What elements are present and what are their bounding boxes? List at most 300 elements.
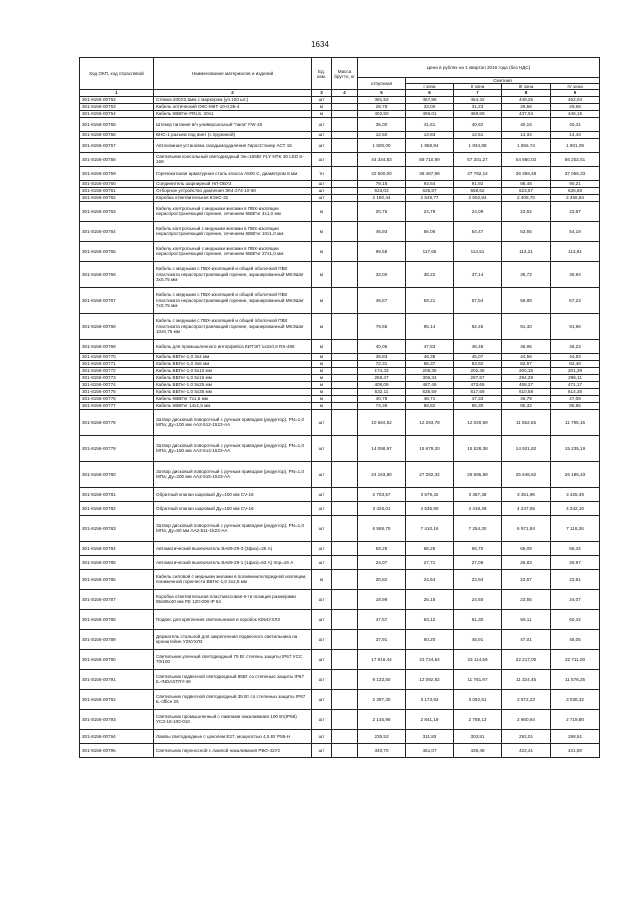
row-zone-2-price: 24,50 bbox=[454, 589, 502, 609]
row-release-price: 174,43 bbox=[358, 367, 406, 374]
row-mass bbox=[332, 609, 358, 629]
row-mass bbox=[332, 589, 358, 609]
row-zone-2-price: 2 502,84 bbox=[454, 194, 502, 201]
row-name: Светильник консольный светодиодный Эн=165Вт FLY NTK 30 LED 8-168 bbox=[154, 152, 312, 166]
row-unit: шт bbox=[312, 487, 332, 501]
row-release-price: 98,56 bbox=[358, 241, 406, 261]
row-zone-4-price: 11 576,25 bbox=[551, 669, 600, 689]
row-zone-3-price: 3 351,96 bbox=[502, 487, 551, 501]
row-name: Кабель ВВГнг-1,0 5х25 мм bbox=[154, 381, 312, 388]
row-mass bbox=[332, 166, 358, 180]
row-unit: м bbox=[312, 313, 332, 339]
row-code: 301-8156-00769 bbox=[80, 339, 154, 353]
row-unit: шт bbox=[312, 152, 332, 166]
row-zone-1-price: 93,64 bbox=[406, 180, 454, 187]
col-index-6: 6 bbox=[406, 90, 454, 96]
table-row bbox=[80, 194, 600, 201]
row-code: 301-8156-00779 bbox=[80, 435, 154, 461]
row-mass bbox=[332, 103, 358, 110]
row-mass bbox=[332, 515, 358, 541]
row-zone-1-price: 487,45 bbox=[406, 381, 454, 388]
row-release-price: 79,15 bbox=[358, 180, 406, 187]
row-mass bbox=[332, 187, 358, 194]
row-zone-2-price: 40,62 bbox=[454, 117, 502, 131]
row-unit: шт bbox=[312, 589, 332, 609]
row-release-price: 256,47 bbox=[358, 374, 406, 381]
row-release-price: 37,91 bbox=[358, 629, 406, 649]
row-zone-1-price: 3 173,93 bbox=[406, 689, 454, 709]
table-row bbox=[80, 339, 600, 353]
row-zone-1-price: 4 535,90 bbox=[406, 501, 454, 515]
row-name: Автоматический выключатель ВА69-29-3 (3фаз)=25 А) bbox=[154, 541, 312, 555]
row-name: Кабель оптический ОКС-М6Т-10-0,35-4 bbox=[154, 103, 312, 110]
table-row bbox=[80, 409, 600, 435]
row-zone-1-price: 50,20 bbox=[406, 629, 454, 649]
col-index-7: 7 bbox=[454, 90, 502, 96]
row-zone-2-price: 83,92 bbox=[454, 360, 502, 367]
row-mass bbox=[332, 313, 358, 339]
table-row bbox=[80, 743, 600, 757]
row-mass bbox=[332, 117, 358, 131]
table-row bbox=[80, 501, 600, 515]
row-unit: м bbox=[312, 402, 332, 409]
header-price-title: Цена в рублях на 1 квартал 2016 года (без НДС) bbox=[358, 58, 600, 78]
row-zone-2-price: 558,62 bbox=[454, 187, 502, 194]
row-mass bbox=[332, 629, 358, 649]
table-row bbox=[80, 689, 600, 709]
row-name: Светильник уличный светодиодный 75 Вт степень защиты IP67 УСС 70/100 bbox=[154, 649, 312, 669]
row-zone-4-price: 36,94 bbox=[551, 261, 600, 287]
table-row bbox=[80, 649, 600, 669]
row-zone-1-price: 635,87 bbox=[406, 187, 454, 194]
row-zone-1-price: 47,83 bbox=[406, 339, 454, 353]
row-release-price: 35,00 bbox=[358, 117, 406, 131]
row-zone-2-price: 57 201,27 bbox=[454, 152, 502, 166]
row-unit: м bbox=[312, 110, 332, 117]
row-unit: шт bbox=[312, 461, 332, 487]
row-mass bbox=[332, 261, 358, 287]
row-zone-3-price: 59,11 bbox=[502, 609, 551, 629]
table-row bbox=[80, 110, 600, 117]
row-unit: тн bbox=[312, 166, 332, 180]
row-unit: м bbox=[312, 241, 332, 261]
table-row bbox=[80, 360, 600, 367]
row-zone-4-price: 29,68 bbox=[551, 103, 600, 110]
row-mass bbox=[332, 541, 358, 555]
row-mass bbox=[332, 649, 358, 669]
row-code: 301-8156-00768 bbox=[80, 313, 154, 339]
row-unit: шт bbox=[312, 709, 332, 729]
row-name: Кабель с медными с ПВХ-изоляцией и общей оболочкой ПВХ пластиката нераспространяющий горение, экранированный МКЭШнг 10х0,75 мм bbox=[154, 313, 312, 339]
row-name: Кабель контрольный с медными жилами в ПВХ-изоляции нераспространяющий горение, сечением КВВГнг 4х1,0 мм bbox=[154, 201, 312, 221]
row-zone-4-price: 54,18 bbox=[551, 221, 600, 241]
row-zone-1-price: 24,79 bbox=[406, 201, 454, 221]
row-zone-3-price: 4 247,65 bbox=[502, 501, 551, 515]
row-zone-2-price: 23,94 bbox=[454, 569, 502, 589]
row-release-price: 74,36 bbox=[358, 402, 406, 409]
row-release-price: 2 145,96 bbox=[358, 709, 406, 729]
row-name: Светильник переносной с лампой накаливания РВО-42У2 bbox=[154, 743, 312, 757]
row-zone-2-price: 54,47 bbox=[454, 221, 502, 241]
row-release-price: 20,76 bbox=[358, 201, 406, 221]
row-zone-1-price: 635,59 bbox=[406, 388, 454, 395]
row-zone-2-price: 14,51 bbox=[454, 131, 502, 138]
row-name: Кабель ВВГнг-1,0 5х10 мм bbox=[154, 367, 312, 374]
row-code: 301-8156-00794 bbox=[80, 729, 154, 743]
row-unit: шт bbox=[312, 131, 332, 138]
row-zone-3-price: 23,55 bbox=[502, 589, 551, 609]
row-zone-3-price: 468,27 bbox=[502, 381, 551, 388]
row-zone-4-price: 48,05 bbox=[551, 629, 600, 649]
row-zone-4-price: 26 185,43 bbox=[551, 461, 600, 487]
row-release-price: 26,78 bbox=[358, 103, 406, 110]
row-zone-4-price: 83,48 bbox=[551, 360, 600, 367]
table-row bbox=[80, 353, 600, 360]
row-zone-3-price: 53,65 bbox=[502, 221, 551, 241]
table-row bbox=[80, 515, 600, 541]
row-zone-2-price: 37 782,14 bbox=[454, 166, 502, 180]
row-zone-4-price: 47,08 bbox=[551, 395, 600, 402]
row-zone-3-price: 26,83 bbox=[502, 555, 551, 569]
col-index-3: 3 bbox=[312, 90, 332, 96]
row-zone-4-price: 113,91 bbox=[551, 241, 600, 261]
row-zone-4-price: 636,66 bbox=[551, 187, 600, 194]
row-mass bbox=[332, 221, 358, 241]
row-zone-2-price: 1 934,88 bbox=[454, 138, 502, 152]
row-unit: шт bbox=[312, 138, 332, 152]
col-index-8: 8 bbox=[502, 90, 551, 96]
header-zone-1: I зона bbox=[406, 84, 454, 90]
row-zone-1-price: 27,71 bbox=[406, 555, 454, 569]
row-release-price: 24 163,80 bbox=[358, 461, 406, 487]
row-mass bbox=[332, 374, 358, 381]
row-unit: м bbox=[312, 353, 332, 360]
row-code: 301-8156-00783 bbox=[80, 515, 154, 541]
row-mass bbox=[332, 569, 358, 589]
row-code: 301-8156-00763 bbox=[80, 201, 154, 221]
row-release-price: 49,57 bbox=[358, 287, 406, 313]
table-row bbox=[80, 609, 600, 629]
row-unit: м bbox=[312, 103, 332, 110]
row-name: Кабель ВВГнг-1,0 3х6 мм bbox=[154, 360, 312, 367]
table-row bbox=[80, 374, 600, 381]
row-zone-4-price: 614,36 bbox=[551, 388, 600, 395]
header-name: Наименование материалов и изделий bbox=[154, 58, 312, 90]
row-name: Лампы светодиодные с цоколем Е27, мощностью 4,5 Вт Р55-Н bbox=[154, 729, 312, 743]
row-mass bbox=[332, 743, 358, 757]
row-code: 301-8156-00776 bbox=[80, 395, 154, 402]
row-zone-1-price: 38,22 bbox=[406, 261, 454, 287]
row-code: 301-8156-00771 bbox=[80, 360, 154, 367]
row-name: Кабель с медными с ПВХ-изоляцией и общей оболочкой ПВХ пластиката нераспространяющий горение, экранированный МКЭШнг 7х0,75 мм bbox=[154, 287, 312, 313]
row-zone-1-price: 56,06 bbox=[406, 221, 454, 241]
row-unit: м bbox=[312, 395, 332, 402]
row-zone-4-price: 1 901,09 bbox=[551, 138, 600, 152]
table-row bbox=[80, 152, 600, 166]
row-unit: шт bbox=[312, 729, 332, 743]
row-release-price: 2 190,44 bbox=[358, 194, 406, 201]
row-zone-2-price: 11 781,97 bbox=[454, 669, 502, 689]
table-row bbox=[80, 729, 600, 743]
row-release-price: 1 500,00 bbox=[358, 138, 406, 152]
row-zone-3-price: 23,62 bbox=[502, 201, 551, 221]
row-name: Кабель контрольный с медными жилами в ПВХ-изоляции нераспространяющий горение, сечением КВВГнг 10х1,0 мм bbox=[154, 221, 312, 241]
price-table bbox=[79, 57, 600, 758]
row-zone-2-price: 4 419,28 bbox=[454, 501, 502, 515]
row-zone-1-price: 24,64 bbox=[406, 569, 454, 589]
row-unit: шт bbox=[312, 629, 332, 649]
row-zone-1-price: 27 282,32 bbox=[406, 461, 454, 487]
row-release-price: 72,31 bbox=[358, 360, 406, 367]
row-name: Отборное устройство давления ЭК4-274-10-90 bbox=[154, 187, 312, 194]
row-mass bbox=[332, 152, 358, 166]
row-release-price: 47,57 bbox=[358, 609, 406, 629]
table-row bbox=[80, 395, 600, 402]
row-zone-1-price: 7 410,16 bbox=[406, 515, 454, 541]
row-unit: м bbox=[312, 374, 332, 381]
row-zone-1-price: 2 549,77 bbox=[406, 194, 454, 201]
row-zone-4-price: 22 711,00 bbox=[551, 649, 600, 669]
row-code: 301-8156-00762 bbox=[80, 194, 154, 201]
row-code: 301-8156-00780 bbox=[80, 461, 154, 487]
row-zone-1-price: 88,82 bbox=[406, 402, 454, 409]
row-unit: шт bbox=[312, 180, 332, 187]
row-zone-4-price: 57,23 bbox=[551, 287, 600, 313]
row-name: Штекер питания в/ч универсальный "папа" FW-18 bbox=[154, 117, 312, 131]
header-zone-2: II зона bbox=[454, 84, 502, 90]
table-row bbox=[80, 166, 600, 180]
row-mass bbox=[332, 194, 358, 201]
row-code: 301-8156-00760 bbox=[80, 180, 154, 187]
row-release-price: 2 703,57 bbox=[358, 487, 406, 501]
row-zone-1-price: 208,35 bbox=[406, 367, 454, 374]
row-zone-2-price: 12 020,59 bbox=[454, 409, 502, 435]
row-zone-2-price: 3 487,38 bbox=[454, 487, 502, 501]
row-zone-1-price: 451,07 bbox=[406, 743, 454, 757]
row-zone-3-price: 85,32 bbox=[502, 402, 551, 409]
row-unit: м bbox=[312, 360, 332, 367]
row-zone-2-price: 114,51 bbox=[454, 241, 502, 261]
row-name: Горячекатаная арматурная сталь класса А500 С, диаметром 8 мм bbox=[154, 166, 312, 180]
row-zone-3-price: 2 972,23 bbox=[502, 689, 551, 709]
row-release-price: 9 133,50 bbox=[358, 669, 406, 689]
row-code: 301-8156-00752 bbox=[80, 96, 154, 103]
row-mass bbox=[332, 487, 358, 501]
row-zone-3-price: 29,56 bbox=[502, 103, 551, 110]
row-zone-3-price: 449,25 bbox=[502, 96, 551, 103]
row-zone-4-price: 15 235,19 bbox=[551, 435, 600, 461]
row-unit: м bbox=[312, 287, 332, 313]
row-name: Затвор дисковый поворотный с ручным приводом (редуктор), PN=1,0 МПа; Ду=150 мм АА2-514-1523-АА bbox=[154, 435, 312, 461]
row-mass bbox=[332, 388, 358, 395]
row-zone-4-price: 3 425,49 bbox=[551, 487, 600, 501]
row-mass bbox=[332, 395, 358, 402]
row-name: Подвес для крепления светильников и коробок К054УХЛ3 bbox=[154, 609, 312, 629]
row-mass bbox=[332, 367, 358, 374]
table-row bbox=[80, 569, 600, 589]
row-code: 301-8156-00764 bbox=[80, 221, 154, 241]
row-zone-2-price: 45,07 bbox=[454, 353, 502, 360]
row-release-price: 20,82 bbox=[358, 569, 406, 589]
table-row bbox=[80, 487, 600, 501]
row-zone-2-price: 66,70 bbox=[454, 541, 502, 555]
row-mass bbox=[332, 353, 358, 360]
row-code: 301-8156-00782 bbox=[80, 501, 154, 515]
table-row bbox=[80, 541, 600, 555]
row-code: 301-8156-00770 bbox=[80, 353, 154, 360]
row-zone-3-price: 36 359,48 bbox=[502, 166, 551, 180]
row-unit: шт bbox=[312, 194, 332, 201]
row-zone-3-price: 88,48 bbox=[502, 180, 551, 187]
row-mass bbox=[332, 201, 358, 221]
row-zone-4-price: 201,39 bbox=[551, 367, 600, 374]
row-mass bbox=[332, 241, 358, 261]
row-zone-2-price: 26 685,89 bbox=[454, 461, 502, 487]
row-code: 301-8156-00787 bbox=[80, 589, 154, 609]
row-release-price: 24,07 bbox=[358, 555, 406, 569]
row-code: 301-8156-00759 bbox=[80, 166, 154, 180]
row-name: ВНС-1 разъем под винт (с пружиной) bbox=[154, 131, 312, 138]
row-zone-2-price: 61,30 bbox=[454, 609, 502, 629]
table-row bbox=[80, 381, 600, 388]
table-row bbox=[80, 261, 600, 287]
row-release-price: 6 568,70 bbox=[358, 515, 406, 541]
row-code: 301-8156-00786 bbox=[80, 569, 154, 589]
row-zone-3-price: 47,01 bbox=[502, 629, 551, 649]
row-unit: шт bbox=[312, 689, 332, 709]
table-row bbox=[80, 435, 600, 461]
row-name: Кабель КВВГнг-FRLS, 20х1 bbox=[154, 110, 312, 117]
row-code: 301-8156-00753 bbox=[80, 103, 154, 110]
row-mass bbox=[332, 110, 358, 117]
table-row bbox=[80, 367, 600, 374]
row-release-price: 402,50 bbox=[358, 110, 406, 117]
row-mass bbox=[332, 402, 358, 409]
header-zone-4: IV зона bbox=[551, 84, 600, 90]
row-unit: шт bbox=[312, 515, 332, 541]
row-zone-3-price: 6 971,84 bbox=[502, 515, 551, 541]
row-zone-2-price: 24,09 bbox=[454, 201, 502, 221]
row-zone-1-price: 15 679,20 bbox=[406, 435, 454, 461]
row-release-price: 391,53 bbox=[358, 96, 406, 103]
row-mass bbox=[332, 501, 358, 515]
row-zone-2-price: 92,45 bbox=[454, 313, 502, 339]
row-code: 301-8156-00757 bbox=[80, 138, 154, 152]
row-mass bbox=[332, 409, 358, 435]
row-mass bbox=[332, 360, 358, 367]
row-zone-2-price: 86,30 bbox=[454, 402, 502, 409]
row-zone-1-price: 59,21 bbox=[406, 287, 454, 313]
row-code: 301-8156-00790 bbox=[80, 649, 154, 669]
row-code: 301-8156-00781 bbox=[80, 487, 154, 501]
row-zone-4-price: 23,81 bbox=[551, 569, 600, 589]
row-code: 301-8156-00765 bbox=[80, 241, 154, 261]
table-row bbox=[80, 589, 600, 609]
row-zone-2-price: 15 528,38 bbox=[454, 435, 502, 461]
row-zone-1-price: 46,38 bbox=[406, 353, 454, 360]
row-zone-4-price: 431,80 bbox=[551, 743, 600, 757]
row-zone-3-price: 44,56 bbox=[502, 353, 551, 360]
row-mass bbox=[332, 555, 358, 569]
row-code: 301-8156-00772 bbox=[80, 367, 154, 374]
row-zone-3-price: 46,79 bbox=[502, 395, 551, 402]
row-code: 301-8156-00793 bbox=[80, 709, 154, 729]
row-release-price: 38,83 bbox=[358, 353, 406, 360]
row-zone-2-price: 3 092,51 bbox=[454, 689, 502, 709]
row-name: Светильник подвесной светодиодный 35 Вт со степенью защиты IP67 IL-office 25 bbox=[154, 689, 312, 709]
row-release-price: 3 426,01 bbox=[358, 501, 406, 515]
row-code: 301-8156-00778 bbox=[80, 409, 154, 435]
row-zone-1-price: 117,65 bbox=[406, 241, 454, 261]
row-release-price: 32,00 bbox=[358, 261, 406, 287]
row-zone-1-price: 41,61 bbox=[406, 117, 454, 131]
row-zone-2-price: 297,67 bbox=[454, 374, 502, 381]
col-index-9: 9 bbox=[551, 90, 600, 96]
row-name: Стяжка 200Х2,5мм с маркером (уп.100 шт.) bbox=[154, 96, 312, 103]
row-mass bbox=[332, 138, 358, 152]
row-zone-4-price: 23,87 bbox=[551, 201, 600, 221]
row-zone-1-price: 38 467,99 bbox=[406, 166, 454, 180]
row-mass bbox=[332, 461, 358, 487]
row-zone-3-price: 422,41 bbox=[502, 743, 551, 757]
row-name: Кабель КВВГнг 7х1,5 мм bbox=[154, 395, 312, 402]
row-zone-4-price: 60,42 bbox=[551, 609, 600, 629]
row-name: Соединитель шарнирный НЛ-ОБУ3 bbox=[154, 180, 312, 187]
table-row bbox=[80, 461, 600, 487]
row-code: 301-8156-00784 bbox=[80, 541, 154, 555]
row-release-price: 40,05 bbox=[358, 339, 406, 353]
row-mass bbox=[332, 381, 358, 388]
row-zone-4-price: 296,11 bbox=[551, 374, 600, 381]
row-zone-4-price: 90,21 bbox=[551, 180, 600, 187]
row-release-price: 40,78 bbox=[358, 395, 406, 402]
row-zone-4-price: 7 116,26 bbox=[551, 515, 600, 541]
row-zone-3-price: 437,04 bbox=[502, 110, 551, 117]
header-unit: Ед. изм. bbox=[312, 58, 332, 90]
row-zone-3-price: 623,67 bbox=[502, 187, 551, 194]
row-mass bbox=[332, 435, 358, 461]
row-zone-1-price: 48,71 bbox=[406, 395, 454, 402]
row-unit: шт bbox=[312, 649, 332, 669]
row-mass bbox=[332, 96, 358, 103]
row-zone-3-price: 11 324,45 bbox=[502, 669, 551, 689]
row-unit: шт bbox=[312, 117, 332, 131]
row-release-price: 532,11 bbox=[358, 388, 406, 395]
row-release-price: 533,03 bbox=[358, 187, 406, 194]
row-code: 301-8156-00777 bbox=[80, 402, 154, 409]
row-mass bbox=[332, 339, 358, 353]
row-zone-4-price: 26,97 bbox=[551, 555, 600, 569]
row-name: Светильник подвесной светодиодный 85Вт со степенью защиты IP67 IL-INDASTRY-48 bbox=[154, 669, 312, 689]
row-zone-2-price: 454,42 bbox=[454, 96, 502, 103]
row-zone-1-price: 12 092,82 bbox=[406, 669, 454, 689]
table-row bbox=[80, 96, 600, 103]
row-zone-3-price: 36,72 bbox=[502, 261, 551, 287]
table-row bbox=[80, 138, 600, 152]
col-index-1: 1 bbox=[80, 90, 154, 96]
row-code: 301-8156-00785 bbox=[80, 555, 154, 569]
row-release-price: 235,53 bbox=[358, 729, 406, 743]
row-zone-3-price: 200,15 bbox=[502, 367, 551, 374]
row-name: Коробка ответвительная пластмассовая 6-ти позиция размерами 85х85х40 мм PE 120-008 IP 54 bbox=[154, 589, 312, 609]
row-unit: шт bbox=[312, 501, 332, 515]
row-zone-4-price: 40,41 bbox=[551, 117, 600, 131]
header-mass: Масса брутто, кг bbox=[332, 58, 358, 90]
row-name: Обратный клапан шаровый Ду=150 мм CV-16 bbox=[154, 501, 312, 515]
row-release-price: 79,65 bbox=[358, 313, 406, 339]
row-unit: шт bbox=[312, 743, 332, 757]
row-zone-2-price: 48,91 bbox=[454, 629, 502, 649]
